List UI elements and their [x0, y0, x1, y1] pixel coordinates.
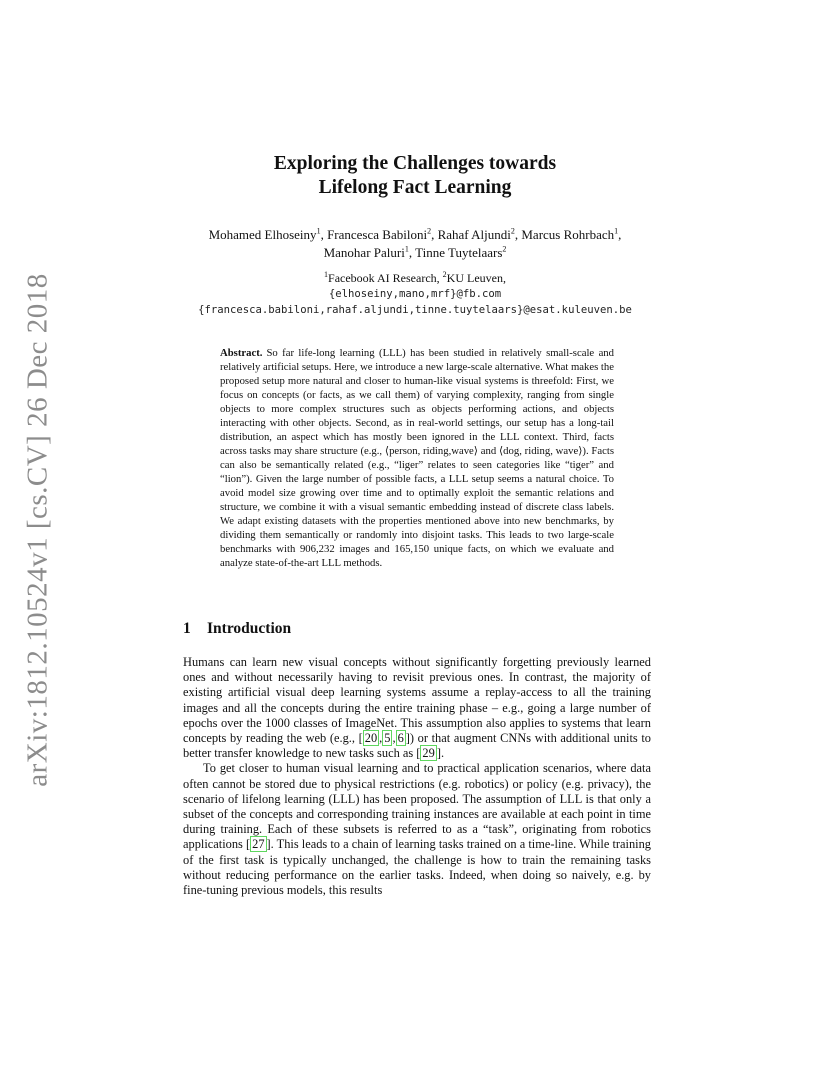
- author-affiliation-mark: 2: [502, 244, 507, 254]
- section-heading: [183, 620, 291, 638]
- author-affiliation-mark: 1: [404, 244, 409, 254]
- author-separator: ,: [514, 227, 522, 242]
- affiliation-facebook: Facebook AI Research,: [328, 271, 443, 285]
- citation-link[interactable]: 5: [384, 731, 391, 746]
- author-affiliation-mark: 2: [510, 226, 515, 236]
- author-separator: ,: [320, 227, 328, 242]
- abstract-text: So far life-long learning (LLL) has been studied in relatively small-scale and relatively artificial setups. Here, we introduce a new large-scale alternative. What makes the proposed setup more natural and closer to human-like visual systems is threefold: First, we focus on concepts (or facts, as we call them) of varying complexity, ranging from single objects to more complex structures such as objects performing actions, and objects interacting with other objects. Second, as in real-world settings, our setup has a long-tail distribution, an aspect which has mostly been ignored in the LLL context. Third, facts across tasks may share structure (e.g., ⟨person, riding,wave⟩ and ⟨dog, riding, wave⟩). Facts can also be semantically related (e.g., “liger” relates to seen categories like “tiger” and “lion”). Given the large number of possible facts, a LLL setup seems a natural choice. To avoid model size growing over time and to optimally exploit the semantic relations and structure, we combine it with a visual semantic embedding instead of discrete class labels. We adapt existing datasets with the properties mentioned above into new benchmarks, by dividing them semantically or randomly into disjoint tasks. This leads to two large-scale benchmarks with 906,232 images and 165,150 unique facts, on which we evaluate and analyze state-of-the-art LLL methods.: [220, 347, 614, 569]
- author-separator: ,: [618, 227, 622, 242]
- author-line-1: [150, 226, 680, 244]
- author-separator: ,: [431, 227, 438, 242]
- paragraph-2: [183, 761, 651, 898]
- section-title: Introduction: [207, 620, 292, 637]
- author-name: Tinne Tuytelaars: [415, 245, 503, 260]
- author-name: Manohar Paluri: [323, 245, 405, 260]
- paragraph-1: [183, 655, 651, 761]
- affiliations: [150, 270, 680, 286]
- affiliation-ku-leuven: KU Leuven,: [446, 271, 506, 285]
- paragraph-text: To get closer to human visual learning and to practical application scenarios, where data often cannot be stored due to physical restrictions (e.g. robotics) or policy (e.g. privacy), the scenario of lifelong learning (LLL) has been proposed. The assumption of LLL is that only a subset of the concepts and corresponding training instances are available at each point in time during training. Each of these subsets is referred to as a “task”, originating from robotics applications [: [183, 761, 651, 852]
- title-line-1: Exploring the Challenges towards: [273, 153, 557, 174]
- citation-separator: ,: [392, 731, 396, 746]
- author-affiliation-mark: 1: [316, 226, 321, 236]
- citation-link[interactable]: 27: [252, 837, 265, 852]
- citation-link[interactable]: 20: [364, 731, 378, 746]
- paragraph-text: ].: [436, 746, 445, 761]
- introduction-body: [183, 655, 651, 898]
- author-name: Mohamed Elhoseiny: [208, 227, 317, 242]
- abstract: [220, 346, 614, 570]
- author-name: Francesca Babiloni: [327, 227, 428, 242]
- email-fb: {elhoseiny,mano,mrf}@fb.com: [328, 288, 502, 300]
- author-affiliation-mark: 1: [614, 226, 619, 236]
- author-line-2: [150, 244, 680, 262]
- affiliation-mark: 1: [324, 270, 329, 279]
- abstract-label: Abstract.: [220, 347, 263, 359]
- title-line-2: Lifelong Fact Learning: [318, 177, 512, 198]
- author-list: [150, 226, 680, 262]
- author-name: Marcus Rohrbach: [521, 227, 615, 242]
- citation-link[interactable]: 6: [397, 731, 404, 746]
- paragraph-text: ]. This leads to a chain of learning tasks trained on a time-line. While training of the first task is typically unchanged, the challenge is how to train the remaining tasks without reducing performance on the earlier tasks. Indeed, when doing so naively, e.g. by fine-tuning previous models, this results: [183, 837, 651, 898]
- paper-title: [180, 152, 650, 200]
- author-separator: ,: [408, 245, 416, 260]
- arxiv-watermark: [16, 273, 60, 787]
- section-number: 1: [183, 620, 191, 637]
- author-name: Rahaf Aljundi: [437, 227, 511, 242]
- paragraph-text: ]) or that augment CNNs with additional units to better transfer knowledge to new tasks such as [: [183, 731, 651, 761]
- email-kuleuven: {francesca.babiloni,rahaf.aljundi,tinne.tuytelaars}@esat.kuleuven.be: [198, 304, 632, 316]
- affiliation-mark: 2: [442, 270, 447, 279]
- paragraph-text: Humans can learn new visual concepts without significantly forgetting previously learned ones and without necessarily having to revisit previous ones. In contrast, the majority of existing artificial visual deep learning systems assume a replay-access to all the training images and all the concepts during the entire training phase – e.g., going a large number of epochs over the 1000 classes of ImageNet. This assumption also applies to systems that learn concepts by reading the web (e.g., [: [183, 655, 651, 746]
- citation-separator: ,: [379, 731, 383, 746]
- author-affiliation-mark: 2: [427, 226, 432, 236]
- arxiv-watermark-text: arXiv:1812.10524v1 [cs.CV] 26 Dec 2018: [21, 273, 54, 787]
- citation-link[interactable]: 29: [422, 746, 435, 761]
